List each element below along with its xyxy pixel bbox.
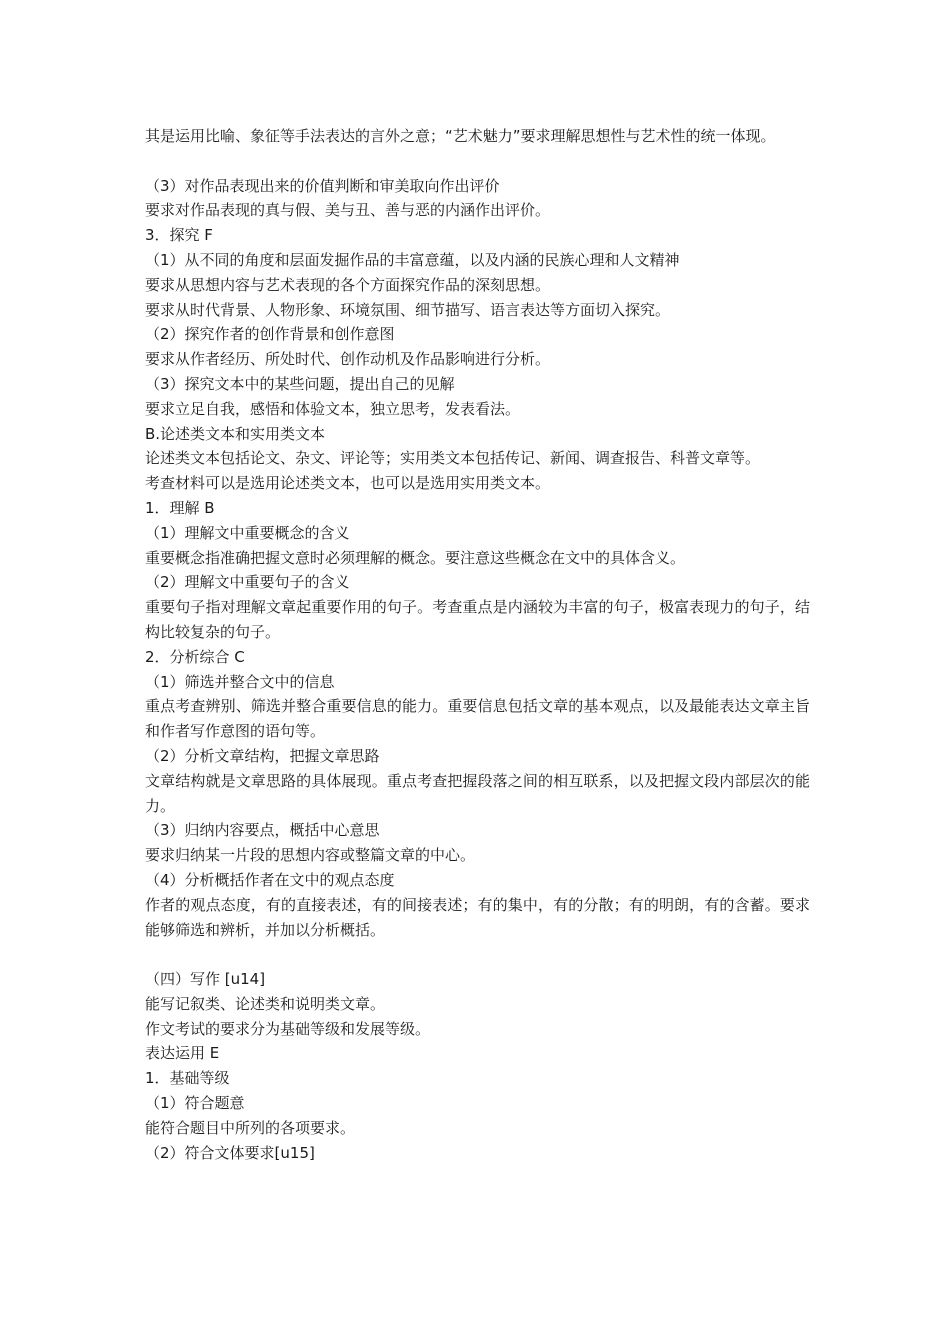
text-line: 考查材料可以是选用论述类文本，也可以是选用实用类文本。 [145, 474, 551, 493]
text-line: （3）探究文本中的某些问题，提出自己的见解 [145, 374, 455, 393]
paragraph: 作者的观点态度，有的直接表述，有的间接表述；有的集中，有的分散；有的明朗，有的含蓄。要求能够筛选和辨析，并加以分析概括。 [145, 895, 810, 939]
text-line: 要求从思想内容与艺术表现的各个方面探究作品的深刻思想。 [145, 275, 551, 294]
text-line: 1．理解 B [145, 498, 215, 517]
text-line: （3）归纳内容要点，概括中心意思 [145, 821, 380, 840]
text-line: 要求对作品表现的真与假、美与丑、善与恶的内涵作出评价。 [145, 201, 551, 220]
text-line: （1）理解文中重要概念的含义 [145, 523, 350, 542]
text-line: 要求归纳某一片段的思想内容或整篇文章的中心。 [145, 846, 476, 865]
text-line: （2）理解文中重要句子的含义 [145, 573, 350, 592]
text-line: （2）分析文章结构，把握文章思路 [145, 746, 380, 765]
text-line: 能符合题目中所列的各项要求。 [145, 1118, 356, 1137]
text-line: （3）对作品表现出来的价值判断和审美取向作出评价 [145, 176, 500, 195]
paragraph: 重要句子指对理解文章起重要作用的句子。考查重点是内涵较为丰富的句子，极富表现力的句子，结构比较复杂的句子。 [145, 598, 810, 641]
text-line: 能写记叙类、论述类和说明类文章。 [145, 994, 386, 1013]
text-line: 要求立足自我，感悟和体验文本，独立思考，发表看法。 [145, 399, 521, 418]
paragraph: 论述类文本包括论文、杂文、评论等；实用类文本包括传记、新闻、调查报告、科普文章等。 [145, 449, 761, 468]
paragraph: 其是运用比喻、象征等手法表达的言外之意；“艺术魅力”要求理解思想性与艺术性的统一体现。 [145, 127, 776, 145]
text-line: 要求从时代背景、人物形象、环境氛围、细节描写、语言表达等方面切入探究。 [145, 300, 671, 319]
text-line: （2）探究作者的创作背景和创作意图 [145, 325, 395, 344]
blank-line [145, 942, 810, 967]
text-line: （1）筛选并整合文中的信息 [145, 672, 335, 691]
text-line: 要求从作者经历、所处时代、创作动机及作品影响进行分析。 [145, 350, 551, 369]
text-line: 作文考试的要求分为基础等级和发展等级。 [145, 1019, 431, 1038]
text-line: （四）写作 [u14] [145, 970, 266, 989]
text-line: B.论述类文本和实用类文本 [145, 424, 326, 443]
text-line: （1）从不同的角度和层面发掘作品的丰富意蕴，以及内涵的民族心理和人文精神 [145, 250, 680, 269]
document-body [145, 124, 810, 1165]
blank-line [145, 149, 810, 174]
paragraph: 文章结构就是文章思路的具体展现。重点考查把握段落之间的相互联系，以及把握文段内部层次的能力。 [145, 771, 810, 815]
text-line: 2．分析综合 C [145, 647, 245, 666]
text-line: （1）符合题意 [145, 1094, 245, 1113]
text-line: （2）符合文体要求[u15] [145, 1143, 315, 1162]
text-line: （4）分析概括作者在文中的观点态度 [145, 870, 395, 889]
paragraph: 重点考查辨别、筛选并整合重要信息的能力。重要信息包括文章的基本观点，以及最能表达文章主旨和作者写作意图的语句等。 [145, 697, 810, 741]
text-line: 1．基础等级 [145, 1069, 230, 1088]
text-line: 重要概念指准确把握文意时必须理解的概念。要注意这些概念在文中的具体含义。 [145, 548, 686, 567]
text-line: 表达运用 E [145, 1044, 220, 1063]
text-line: 3．探究 F [145, 226, 213, 245]
